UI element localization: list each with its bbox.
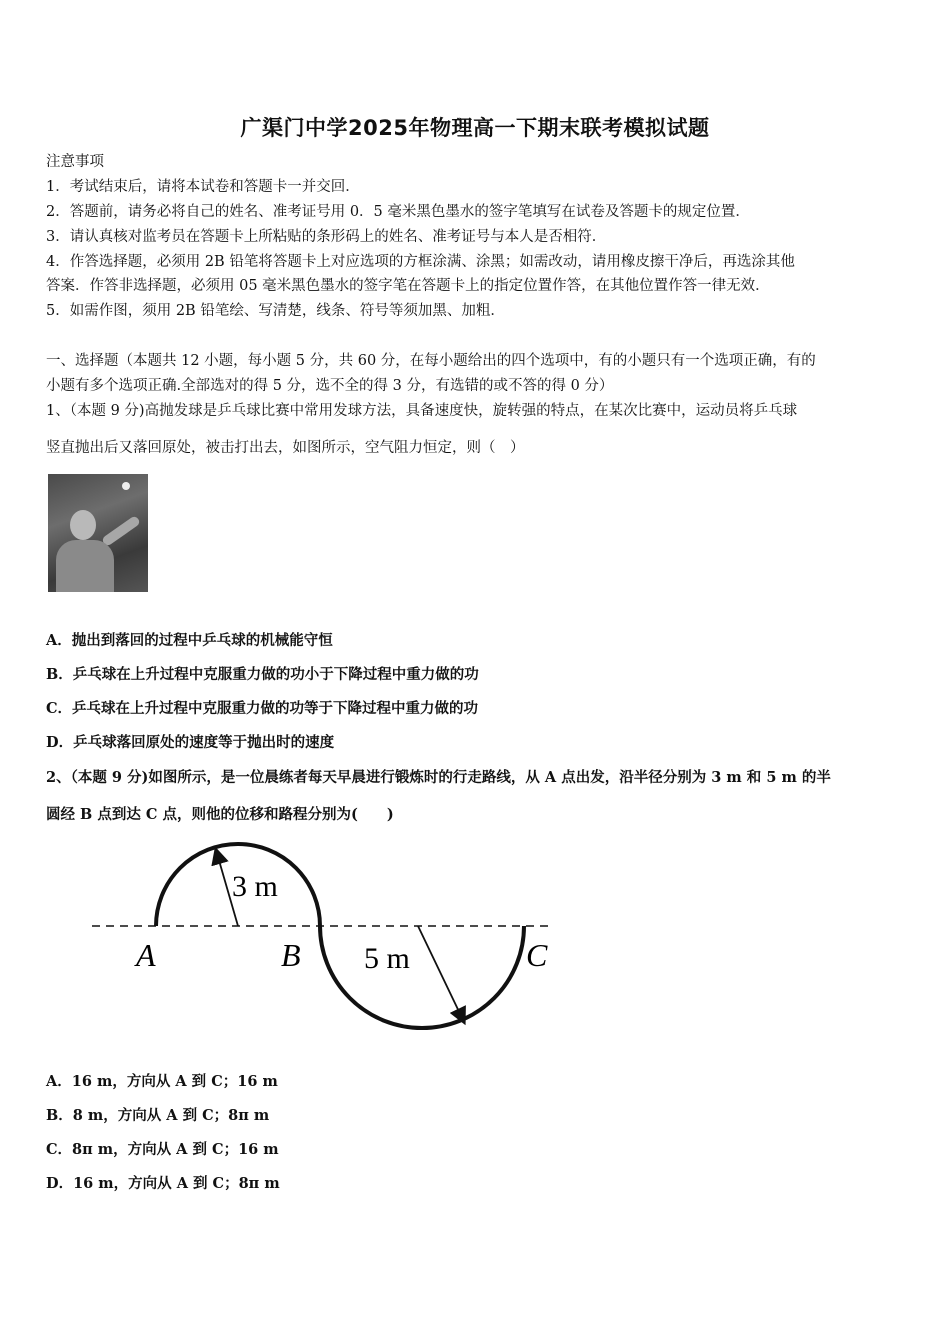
notice-item: 1．考试结束后，请将本试卷和答题卡一并交回． [46,179,360,195]
notice-item: 答案．作答非选择题，必须用 05 毫米黑色墨水的签字笔在答题卡上的指定位置作答，在其他位置作答一律无效． [46,278,770,294]
notice-heading: 注意事项 [46,154,104,170]
large-radius-label: 5 m [364,942,410,975]
q2-option-b[interactable]: B．8 m，方向从 A 到 C；8π m [46,1107,270,1124]
q1-option-c[interactable]: C．乒乓球在上升过程中克服重力做的功等于下降过程中重力做的功 [46,700,479,717]
notice-item: 2．答题前，请务必将自己的姓名、准考证号用 0．5 毫米黑色墨水的签字笔填写在试卷及答题卡的规定位置． [46,204,750,220]
small-radius-label: 3 m [232,870,278,903]
q2-stem: 2、（本题 9 分)如图所示，是一位晨练者每天早晨进行锻炼时的行走路线，从 A 点出发，沿半径分别为 3 m 和 5 m 的半 [46,769,831,786]
body-shape [56,540,114,592]
arm-shape [101,515,141,547]
q1-option-a[interactable]: A．抛出到落回的过程中乒乓球的机械能守恒 [46,632,333,649]
q1-option-d[interactable]: D．乒乓球落回原处的速度等于抛出时的速度 [46,734,335,751]
large-semicircle [320,926,524,1028]
section-heading-cont: 小题有多个选项正确.全部选对的得 5 分，选不全的得 3 分，有选错的或不答的得 0 分） [46,378,614,394]
q2-option-a[interactable]: A．16 m，方向从 A 到 C；16 m [46,1073,278,1090]
q2-stem-cont: 圆经 B 点到达 C 点，则他的位移和路程分别为( ) [46,806,394,823]
point-a-label: A [136,937,156,973]
q2-option-d[interactable]: D．16 m，方向从 A 到 C；8π m [46,1175,280,1192]
table-tennis-photo [48,474,148,592]
notice-item: 4．作答选择题，必须用 2B 铅笔将答题卡上对应选项的方框涂满、涂黑；如需改动，请用橡皮擦干净后，再选涂其他 [46,254,795,270]
q1-option-b[interactable]: B．乒乓球在上升过程中克服重力做的功小于下降过程中重力做的功 [46,666,479,683]
q2-option-c[interactable]: C．8π m，方向从 A 到 C；16 m [46,1141,279,1158]
notice-item: 5．如需作图，须用 2B 铅笔绘、写清楚，线条、符号等须加黑、加粗． [46,303,505,319]
point-b-label: B [281,937,301,973]
path-diagram [86,838,566,1053]
head-shape [70,510,96,540]
large-radius-arrow [418,926,464,1022]
q1-stem: 1、（本题 9 分)高抛发球是乒乓球比赛中常用发球方法，具备速度快，旋转强的特点，在某次比赛中，运动员将乒乓球 [46,403,798,419]
page-title: 广渠门中学2025年物理高一下期末联考模拟试题 [240,116,710,140]
section-heading: 一、选择题（本题共 12 小题，每小题 5 分，共 60 分，在每小题给出的四个选项中，有的小题只有一个选项正确，有的 [46,353,816,369]
point-c-label: C [526,937,548,973]
q1-stem-cont: 竖直抛出后又落回原处，被击打出去，如图所示，空气阻力恒定，则（ ） [46,440,525,456]
notice-item: 3．请认真核对监考员在答题卡上所粘贴的条形码上的姓名、准考证号与本人是否相符． [46,229,607,245]
ball-shape [122,482,130,490]
